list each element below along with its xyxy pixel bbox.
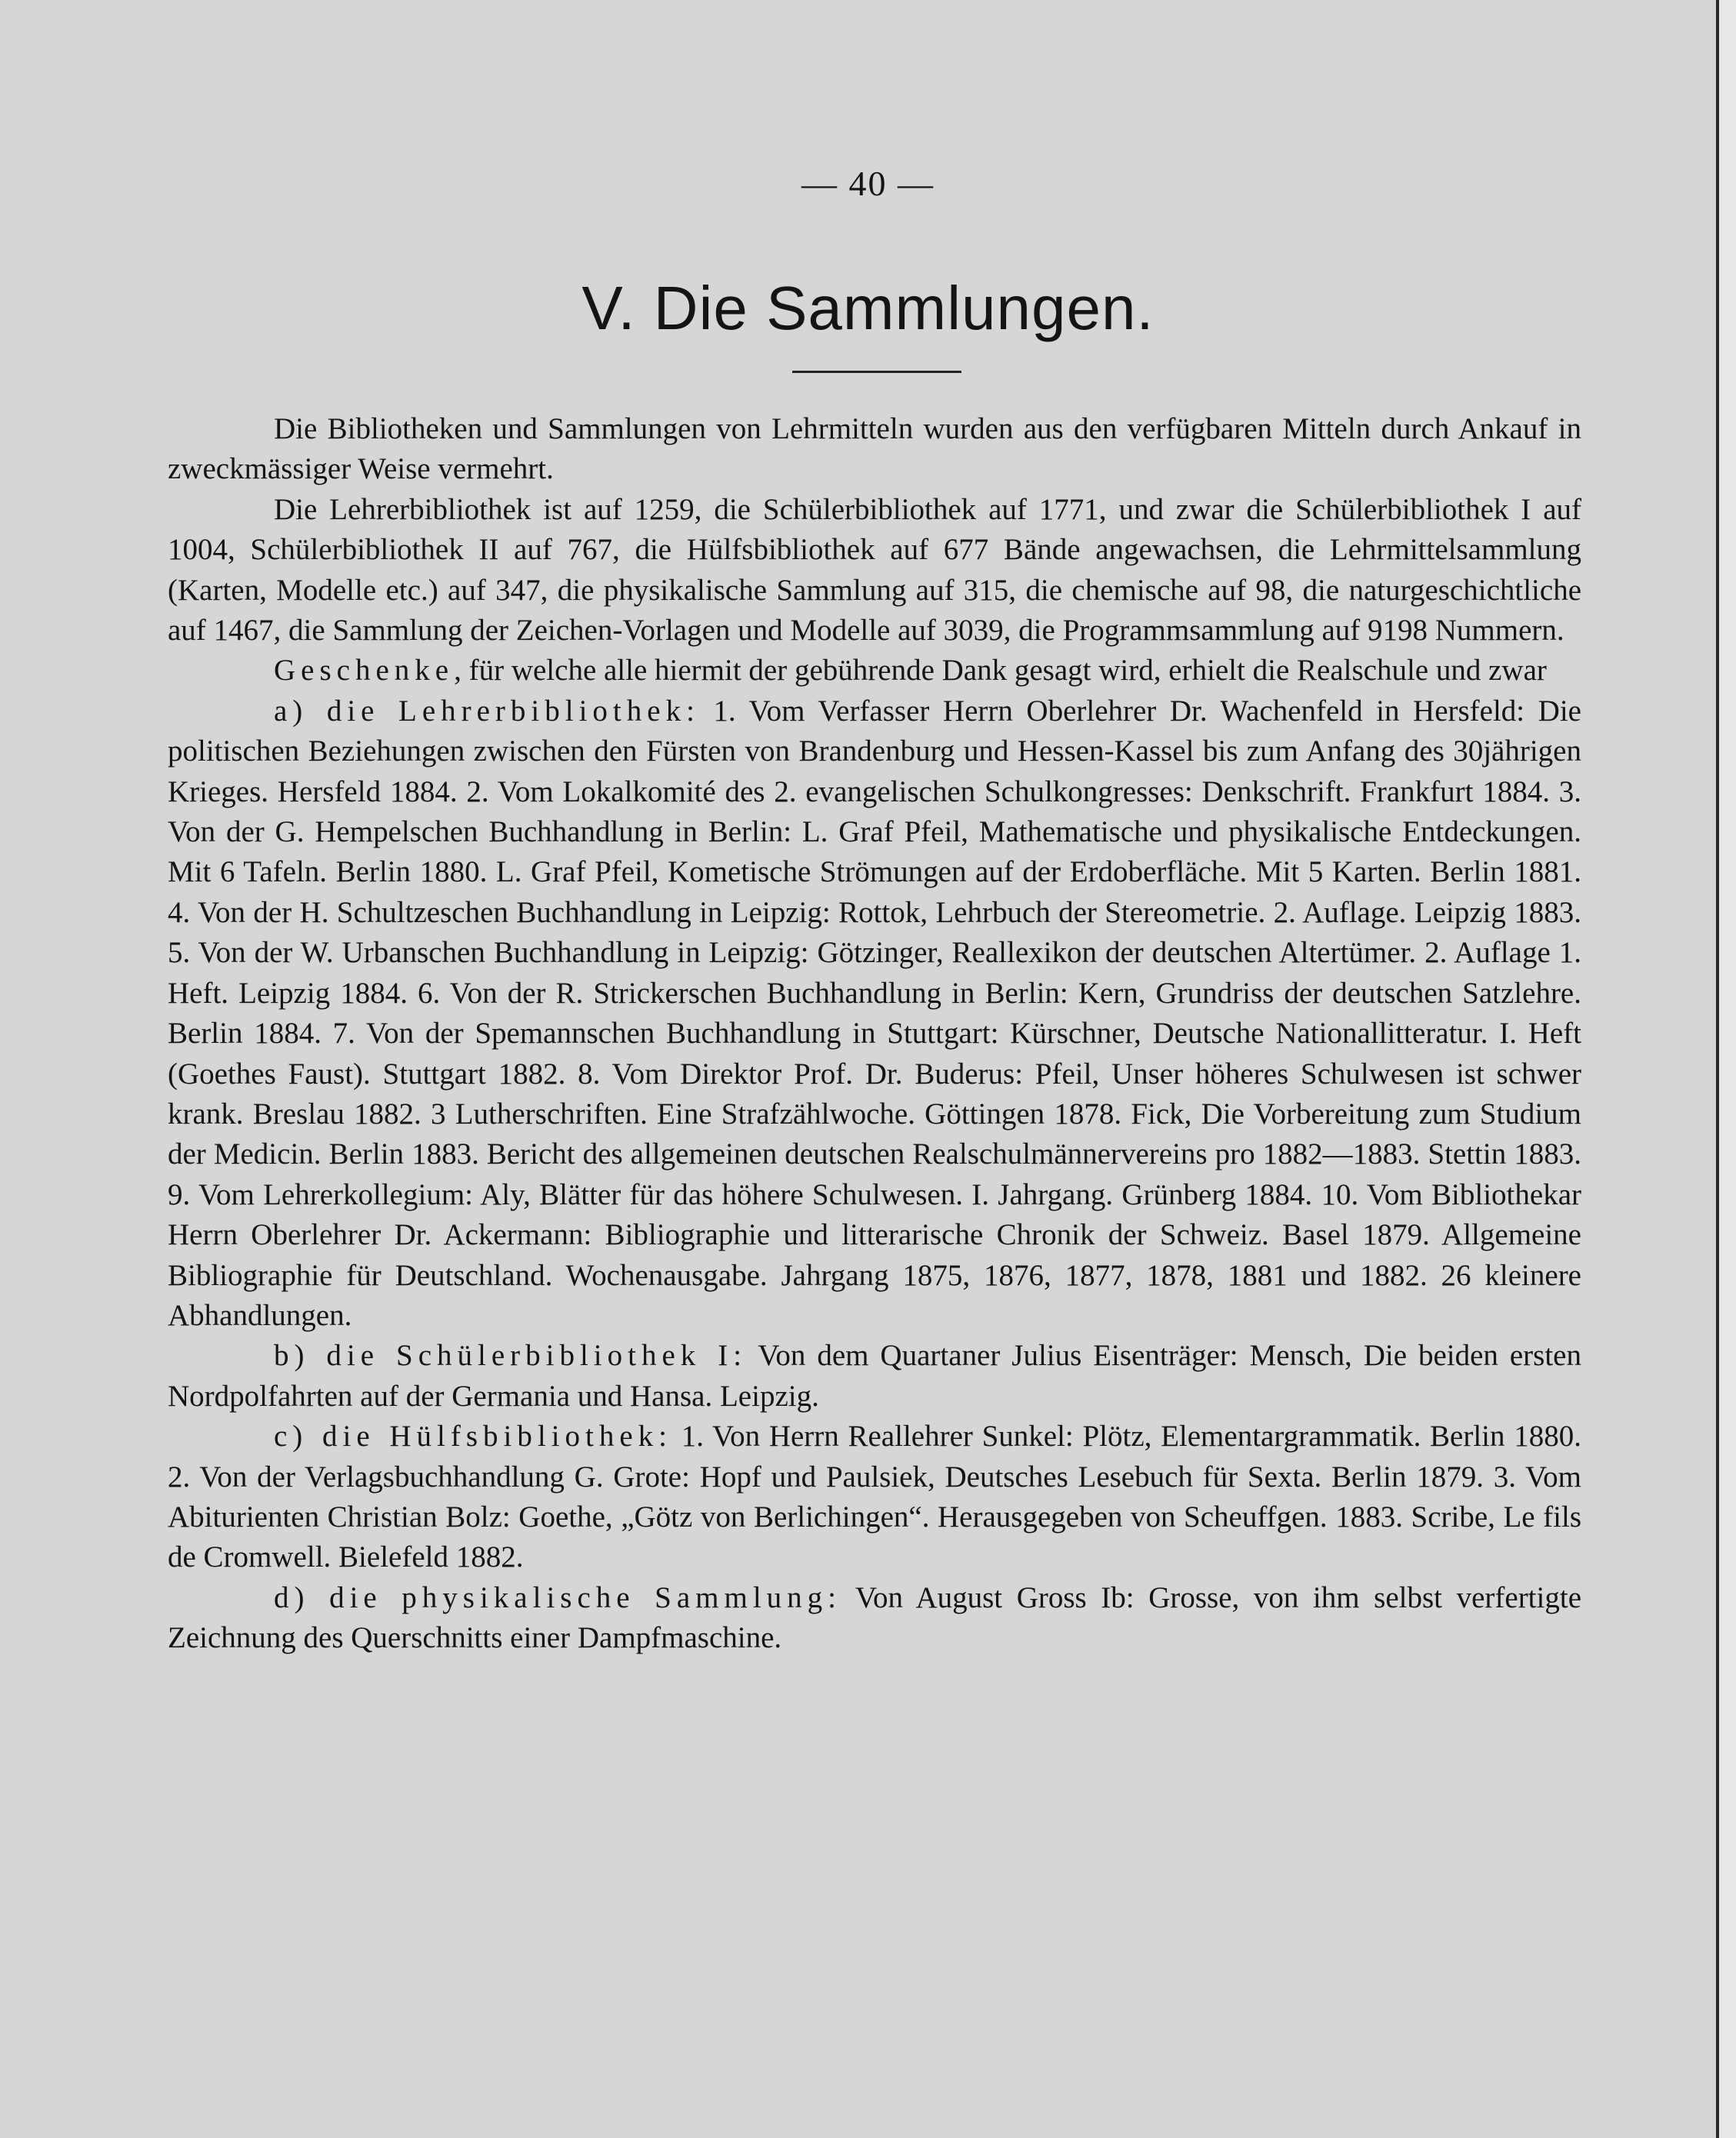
title-rule (792, 371, 961, 373)
gifts-lead: Geschenke (274, 654, 455, 688)
paragraph-physics-collection: d) die physikalische Sammlung: Von August Gross Ib: Grosse, von ihm selbst verfertigte Zeichnung des Querschnitts einer Dampfmaschine. (168, 1580, 1582, 1655)
physics-collection-lead: d) die physikalische Sammlung: (274, 1580, 842, 1614)
auxiliary-library-lead: c) die Hülfsbibliothek: (274, 1420, 673, 1454)
teacher-library-lead: a) die Lehrerbibliothek: (274, 694, 700, 728)
paragraph-student-library: b) die Schülerbibliothek I: Von dem Quartaner Julius Eisenträger: Mensch, Die beiden ersten Nordpolfahrten auf der Germania und Hansa. Leipzig. (168, 1339, 1581, 1413)
body-text (168, 409, 1581, 1659)
student-library-lead: b) die Schülerbibliothek I: (274, 1339, 748, 1373)
paragraph-teacher-library: a) die Lehrerbibliothek: 1. Vom Verfasser Herrn Oberlehrer Dr. Wachenfeld in Hersfeld: Die politischen Beziehungen zwischen den Fürsten von Brandenburg und Hessen-Kassel bis zum Anfang des 30jährigen Krieges. Hersfeld 1884. 2. Vom Lokalkomité des 2. evangelischen Schulkongresses: Denkschrift. Frankfurt 1884. 3. Von der G. Hempelschen Buchhandlung in Berlin: L. Graf Pfeil, Mathematische und physikalische Entdeckungen. Mit 6 Tafeln. Berlin 1880. L. Graf Pfeil, Kometische Strömungen auf der Erdoberfläche. Mit 5 Karten. Berlin 1881. 4. Von der H. Schultzeschen Buchhandlung in Leipzig: Rottok, Lehrbuch der Stereometrie. 2. Auflage. Leipzig 1883. 5. Von der W. Urbanschen Buchhandlung in Leipzig: Götzinger, Reallexikon der deutschen Altertümer. 2. Auflage 1. Heft. Leipzig 1884. 6. Von der R. Strickerschen Buchhandlung in Berlin: Kern, Grundriss der deutschen Satzlehre. Berlin 1884. 7. Von der Spemannschen Buchhandlung in Stuttgart: Kürschner, Deutsche Nationallitteratur. I. Heft (Goethes Faust). Stuttgart 1882. 8. Vom Direktor Prof. Dr. Buderus: Pfeil, Unser höheres Schulwesen ist schwer krank. Breslau 1882. 3 Lutherschriften. Eine Strafzählwoche. Göttingen 1878. Fick, Die Vorbereitung zum Studium der Medicin. Berlin 1883. Bericht des allgemeinen deutschen Realschulmännervereins pro 1882—1883. Stettin 1883. 9. Vom Lehrerkollegium: Aly, Blätter für das höhere Schulwesen. I. Jahrgang. Grünberg 1884. 10. Vom Bibliothekar Herrn Oberlehrer Dr. Ackermann: Bibliographie und litterarische Chronik der Schweiz. Basel 1879. Allgemeine Bibliographie für Deutschland. Wochenausgabe. Jahrgang 1875, 1876, 1877, 1878, 1881 und 1882. 26 kleinere Abhandlungen. (168, 694, 1581, 1332)
paragraph-auxiliary-library: c) die Hülfsbibliothek: 1. Von Herrn Reallehrer Sunkel: Plötz, Elementargrammatik. Berlin 1880. 2. Von der Verlagsbuchhandlung G. Grote: Hopf und Paulsiek, Deutsches Lesebuch für Sexta. Berlin 1879. 3. Vom Abiturienten Christian Bolz: Goethe, „Götz von Berlichingen“. Herausgegeben von Scheuffgen. 1883. Scribe, Le fils de Cromwell. Bielefeld 1882. (168, 1420, 1581, 1574)
chapter-title: V. Die Sammlungen. (581, 274, 1155, 342)
paragraph-gifts: Geschenke, für welche alle hiermit der gebührende Dank gesagt wird, erhielt die Realschule und zwar (274, 654, 1547, 688)
paragraph-intro: Die Bibliotheken und Sammlungen von Lehrmitteln wurden aus den verfügbaren Mitteln durch Ankauf in zweckmässiger Weise vermehrt. (168, 412, 1581, 486)
page-number: — 40 — (801, 164, 935, 203)
paragraph-holdings: Die Lehrerbibliothek ist auf 1259, die Schülerbibliothek auf 1771, und zwar die Schülerbibliothek I auf 1004, Schülerbibliothek II auf 767, die Hülfsbibliothek auf 677 Bände angewachsen, die Lehrmittelsammlung (Karten, Modelle etc.) auf 347, die physikalische Sammlung auf 315, die chemische auf 98, die naturgeschichtliche auf 1467, die Sammlung der Zeichen-Vorlagen und Modelle auf 3039, die Programmsammlung auf 9198 Nummern. (168, 492, 1581, 648)
